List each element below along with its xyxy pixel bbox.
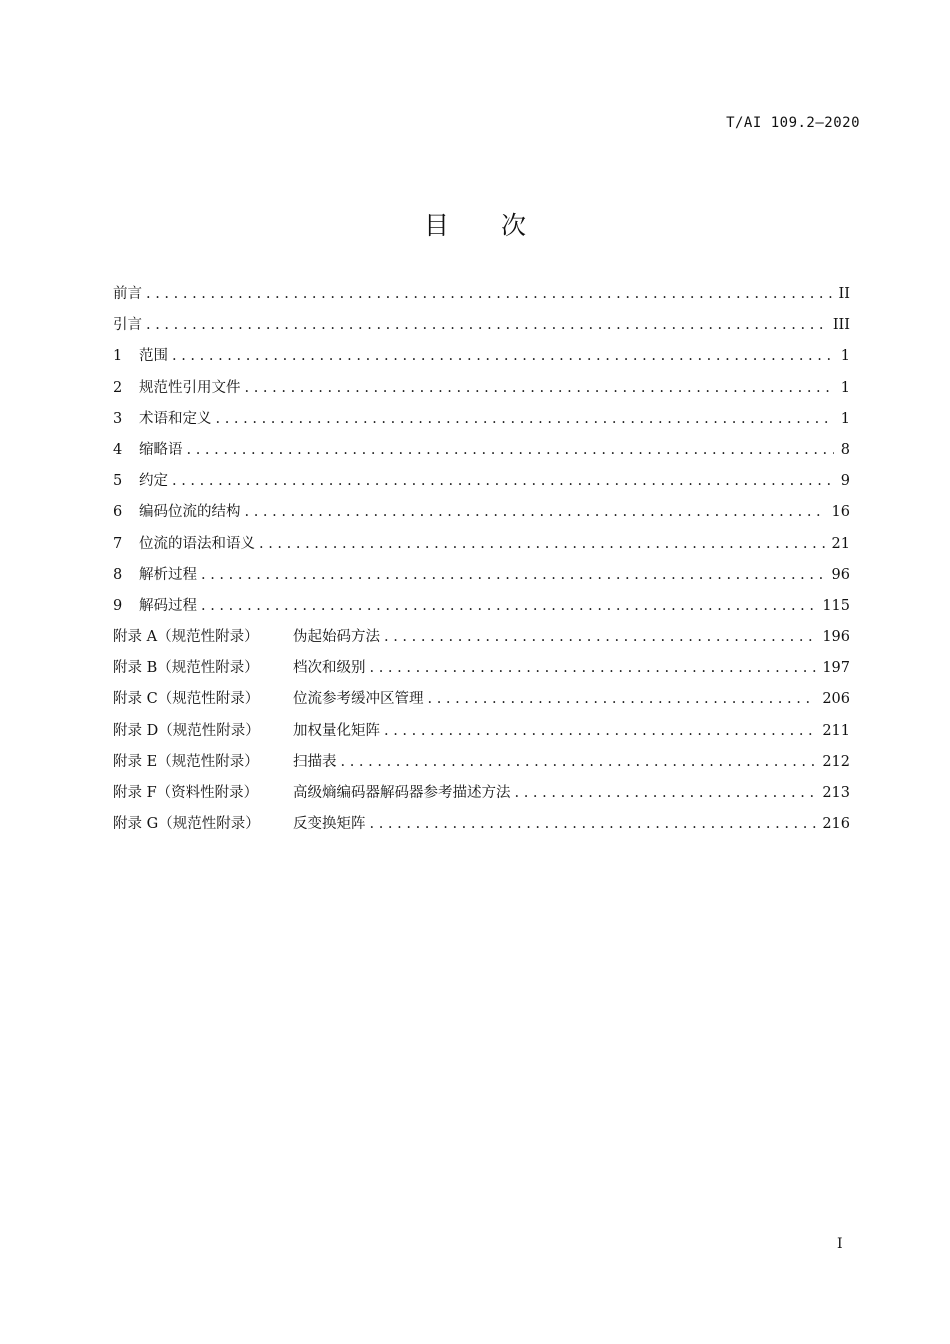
toc-entry-number: 1 xyxy=(113,348,123,365)
toc-entry-title: 位流参考缓冲区管理 xyxy=(293,691,424,708)
toc-entry-page: 9 xyxy=(840,473,850,490)
dot-leader xyxy=(146,286,833,302)
dot-leader xyxy=(370,816,817,832)
toc-entry-number: 7 xyxy=(113,535,123,552)
toc-entry-title: 规范性引用文件 xyxy=(139,379,241,396)
toc-entry-title: 加权量化矩阵 xyxy=(293,722,380,739)
dot-leader xyxy=(515,785,817,801)
toc-entry-annex-e[interactable] xyxy=(113,750,850,781)
dot-leader xyxy=(428,691,817,707)
toc-entry-clause-6[interactable] xyxy=(113,500,850,531)
toc-entry-page: 21 xyxy=(831,535,850,552)
dot-leader xyxy=(172,348,834,364)
toc-entry-title: 反变换矩阵 xyxy=(293,816,366,833)
toc-entry-page: 211 xyxy=(822,722,850,739)
toc-entry-title: 解码过程 xyxy=(139,597,197,614)
annex-label: 附录 E（规范性附录） xyxy=(113,753,259,770)
page-number: I xyxy=(837,1236,843,1252)
toc-entry-title: 伪起始码方法 xyxy=(293,629,380,646)
table-of-contents xyxy=(113,282,850,843)
dot-leader xyxy=(187,442,835,458)
toc-entry-page: 197 xyxy=(822,660,850,677)
toc-entry-page: 1 xyxy=(840,348,850,365)
toc-entry-title: 编码位流的结构 xyxy=(139,504,241,521)
toc-entry-page: 216 xyxy=(822,816,850,833)
dot-leader xyxy=(201,598,816,614)
toc-entry-page: 1 xyxy=(840,379,850,396)
toc-entry-annex-b[interactable] xyxy=(113,656,850,687)
toc-entry-annex-d[interactable] xyxy=(113,719,850,750)
toc-entry-clause-2[interactable] xyxy=(113,376,850,407)
toc-entry-title: 前言 xyxy=(113,286,142,302)
toc-entry-annex-g[interactable] xyxy=(113,812,850,843)
toc-entry-title: 缩略语 xyxy=(139,441,183,458)
toc-entry-title: 引言 xyxy=(113,317,142,334)
dot-leader xyxy=(245,380,835,396)
toc-entry-clause-5[interactable] xyxy=(113,469,850,500)
annex-label: 附录 A（规范性附录） xyxy=(113,629,259,646)
toc-entry-page: 115 xyxy=(822,597,850,614)
toc-entry-annex-f[interactable] xyxy=(113,781,850,812)
toc-entry-annex-a[interactable] xyxy=(113,625,850,656)
dot-leader xyxy=(384,629,816,645)
dot-leader xyxy=(384,723,816,739)
toc-entry-annex-c[interactable] xyxy=(113,687,850,718)
toc-entry-page: II xyxy=(838,286,850,302)
toc-entry-title: 档次和级别 xyxy=(293,660,366,677)
toc-entry-number: 8 xyxy=(113,566,123,583)
toc-entry-introduction[interactable] xyxy=(113,313,850,344)
toc-entry-foreword[interactable] xyxy=(113,282,850,313)
toc-entry-title: 范围 xyxy=(139,348,168,365)
toc-entry-clause-3[interactable] xyxy=(113,407,850,438)
toc-entry-title: 扫描表 xyxy=(293,753,337,770)
toc-entry-title: 位流的语法和语义 xyxy=(139,535,255,552)
dot-leader xyxy=(172,473,834,489)
dot-leader xyxy=(216,411,835,427)
dot-leader xyxy=(370,660,817,676)
toc-entry-clause-4[interactable] xyxy=(113,438,850,469)
annex-label: 附录 F（资料性附录） xyxy=(113,785,259,801)
toc-title: 目 次 xyxy=(424,211,548,240)
toc-entry-number: 5 xyxy=(113,473,123,490)
toc-entry-clause-9[interactable] xyxy=(113,594,850,625)
annex-label: 附录 C（规范性附录） xyxy=(113,691,260,708)
toc-entry-page: 96 xyxy=(831,566,850,583)
dot-leader xyxy=(201,567,826,583)
toc-entry-page: III xyxy=(832,317,850,334)
toc-entry-number: 9 xyxy=(113,597,123,614)
standard-code: T/AI 109.2—2020 xyxy=(726,115,860,131)
dot-leader xyxy=(341,754,817,770)
toc-entry-number: 4 xyxy=(113,441,123,458)
toc-entry-page: 8 xyxy=(840,441,850,458)
toc-entry-title: 约定 xyxy=(139,473,168,490)
toc-entry-number: 6 xyxy=(113,504,123,521)
toc-entry-title: 术语和定义 xyxy=(139,410,212,427)
annex-label: 附录 D（规范性附录） xyxy=(113,722,260,739)
toc-entry-number: 2 xyxy=(113,379,123,396)
toc-entry-page: 206 xyxy=(822,691,850,708)
toc-entry-title: 解析过程 xyxy=(139,566,197,583)
toc-entry-number: 3 xyxy=(113,410,123,427)
dot-leader xyxy=(259,536,826,552)
toc-entry-page: 16 xyxy=(831,504,850,521)
toc-entry-page: 212 xyxy=(822,753,850,770)
annex-label: 附录 G（规范性附录） xyxy=(113,816,260,833)
dot-leader xyxy=(245,504,826,520)
toc-entry-page: 1 xyxy=(840,410,850,427)
toc-entry-page: 213 xyxy=(822,785,850,801)
annex-label: 附录 B（规范性附录） xyxy=(113,660,259,677)
dot-leader xyxy=(146,317,827,333)
toc-entry-clause-7[interactable] xyxy=(113,532,850,563)
toc-entry-clause-8[interactable] xyxy=(113,563,850,594)
toc-entry-clause-1[interactable] xyxy=(113,344,850,375)
toc-entry-page: 196 xyxy=(822,629,850,646)
toc-entry-title: 高级熵编码器解码器参考描述方法 xyxy=(293,785,511,801)
